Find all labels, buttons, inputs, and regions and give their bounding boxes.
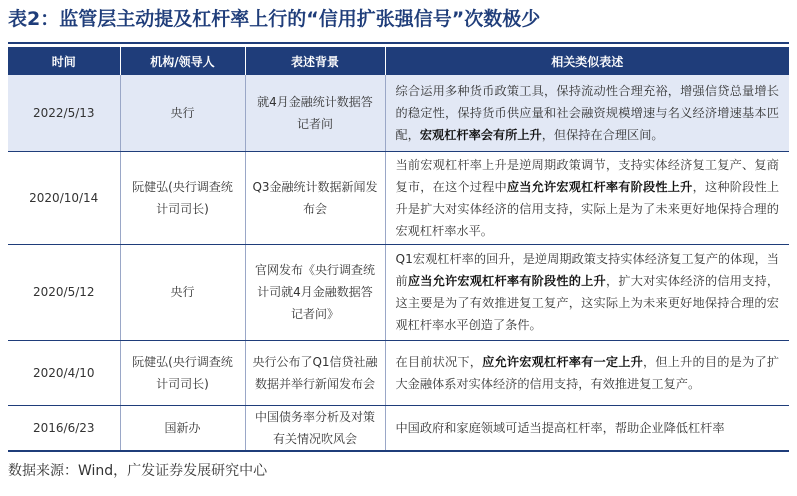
- cell-date: 2016/6/23: [8, 405, 120, 450]
- header-date: 时间: [8, 47, 120, 75]
- desc-text: ，但上升的目的是为了扩大金融体系对实体经济的信用支持，有效推进复工复产。: [395, 354, 780, 391]
- cell-context: 中国债务率分析及对策有关情况吹风会: [245, 405, 385, 450]
- desc-bold-text: 应当允许宏观杠杆率有阶段性的上升: [407, 274, 606, 288]
- table-header-row: [8, 47, 789, 75]
- title-rule: [8, 42, 789, 44]
- source-note: 数据来源：Wind，广发证券发展研究中心: [8, 463, 268, 479]
- cell-desc: [385, 244, 789, 340]
- desc-text: Q1宏观杠杆率的回升，是逆周期政策支持实体经济复工复产的体现，当前: [395, 252, 779, 288]
- header-org: 机构/领导人: [120, 47, 245, 75]
- cell-desc: [385, 405, 789, 450]
- cell-desc: [385, 340, 789, 405]
- table-row: [8, 75, 789, 151]
- desc-text: ，扩大对实体经济的信用支持，这主要是为了有效推进复工复产，这实际上为未来更好地保持合理的宏观杠杆率水平创造了条件。: [395, 274, 780, 332]
- cell-org: 央行: [120, 75, 245, 151]
- cell-org: 阮健弘(央行调查统计司司长): [120, 151, 245, 244]
- cell-date: 2022/5/13: [8, 75, 120, 151]
- desc-text: 综合运用多种货币政策工具，保持流动性合理充裕，增强信贷总量增长的稳定性，保持货币供应量和社会融资规模增速与名义经济增速基本匹配，: [395, 83, 779, 142]
- table-title: 表2：监管层主动提及杠杆率上行的“信用扩张强信号”次数极少: [8, 8, 541, 30]
- cell-context: 央行公布了Q1信贷社融数据并举行新闻发布会: [245, 340, 385, 405]
- desc-text: 中国政府和家庭领域可适当提高杠杆率，帮助企业降低杠杆率: [395, 420, 725, 435]
- desc-bold-text: 宏观杠杆率会有所上升: [419, 127, 542, 142]
- cell-date: 2020/4/10: [8, 340, 120, 405]
- desc-text: ，但保持在合理区间。: [541, 127, 664, 142]
- data-table: [8, 47, 789, 451]
- cell-date: 2020/10/14: [8, 151, 120, 244]
- cell-date: 2020/5/12: [8, 244, 120, 340]
- cell-context: 官网发布《央行调查统计司就4月金融数据答记者问》: [245, 244, 385, 340]
- desc-text: ，这种阶段性上升是扩大对实体经济的信用支持，实际上是为了未来更好地保持合理的宏观杠杆率水平。: [395, 179, 780, 238]
- cell-org: 央行: [120, 244, 245, 340]
- table-row: [8, 244, 789, 340]
- cell-context: Q3金融统计数据新闻发布会: [245, 151, 385, 244]
- cell-org: 阮健弘(央行调查统计司司长): [120, 340, 245, 405]
- table-row: [8, 405, 789, 450]
- table-row: [8, 151, 789, 244]
- table-bottom-rule: [8, 451, 789, 452]
- desc-text: 当前宏观杠杆率上升是逆周期政策调节，支持实体经济复工复产、复商复市，在这个过程中: [395, 157, 779, 194]
- desc-bold-text: 应允许宏观杠杆率有一定上升: [482, 354, 644, 369]
- cell-org: 国新办: [120, 405, 245, 450]
- desc-bold-text: 应当允许宏观杠杆率有阶段性上升: [506, 179, 693, 194]
- header-context: 表述背景: [245, 47, 385, 75]
- cell-desc: [385, 75, 789, 151]
- cell-desc: [385, 151, 789, 244]
- desc-text: 在目前状况下，: [395, 354, 483, 369]
- table-row: [8, 340, 789, 405]
- cell-context: 就4月金融统计数据答记者问: [245, 75, 385, 151]
- header-desc: 相关类似表述: [385, 47, 789, 75]
